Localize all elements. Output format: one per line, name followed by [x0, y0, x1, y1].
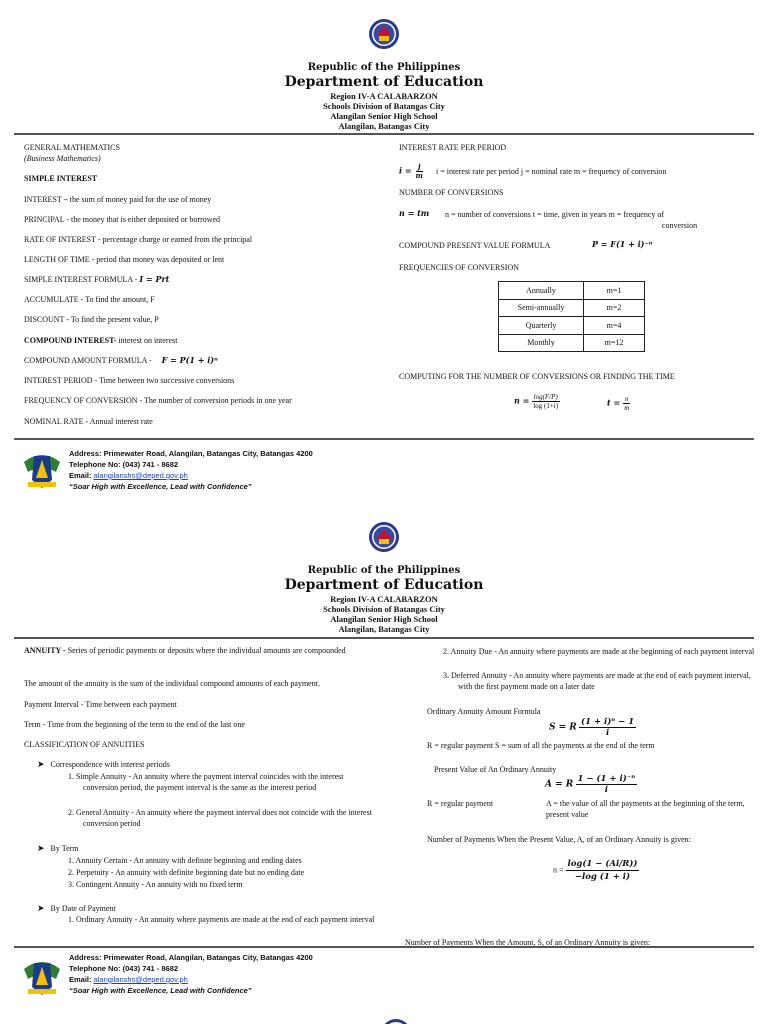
- table-cell: m=2: [584, 299, 645, 317]
- frequencies-heading: FREQUENCIES OF CONVERSION: [399, 263, 520, 272]
- def-principal: PRINCIPAL - the money that is either deposited or borrowed: [24, 215, 221, 224]
- classification-heading: CLASSIFICATION OF ANNUITIES: [24, 740, 145, 749]
- def-interest-period: INTEREST PERIOD - Time between two successive conversions: [24, 376, 235, 385]
- pv-annuity-formula: A = R $\frac{\text{1 − (1 + i)⁻ⁿ}}{i}$: [545, 774, 636, 795]
- list-item: 2. Annuity Due - An annuity where payments are made at the beginning of each payment interval: [443, 647, 755, 656]
- def-interest: INTEREST – the sum of money paid for the use of money: [24, 195, 212, 204]
- arrow-bullet-icon: ➤: [37, 844, 45, 854]
- pv-annuity-desc-left: R = regular payment: [427, 799, 494, 808]
- table-cell: m=12: [584, 334, 645, 352]
- header-location: Alangilan, Batangas City: [338, 121, 430, 131]
- school-logo: [20, 446, 64, 490]
- simple-interest-heading: SIMPLE INTEREST: [24, 174, 98, 183]
- table-cell: m=1: [584, 282, 645, 300]
- list-item: 3. Deferred Annuity - An annuity where payments are made at the end of each payment interval, with the first payment made on a later date: [443, 671, 751, 691]
- footer-divider: [14, 438, 754, 440]
- header-school: Alangilan Senior High School: [330, 614, 438, 624]
- table-cell: Monthly: [499, 334, 584, 352]
- list-item: 1. Annuity Certain - An annuity with definite beginning and ending dates: [68, 856, 302, 865]
- header-school: Alangilan Senior High School: [330, 111, 438, 121]
- table-row: [499, 299, 645, 317]
- header-division: Schools Division of Batangas City: [323, 101, 445, 111]
- footer-address: Address: Primewater Road, Alangilan, Batangas City, Batangas 4200: [69, 449, 313, 458]
- present-value-formula: P = F(1 + i)⁻ⁿ: [592, 239, 653, 249]
- header-division: Schools Division of Batangas City: [323, 604, 445, 614]
- footer-address: Address: Primewater Road, Alangilan, Batangas City, Batangas 4200: [69, 953, 313, 962]
- table-row: [499, 317, 645, 335]
- computing-heading: COMPUTING FOR THE NUMBER OF CONVERSIONS OR FINDING THE TIME: [399, 372, 675, 381]
- subject-subtitle: (Business Mathematics): [24, 154, 101, 163]
- department-title: Department of Education: [284, 577, 484, 593]
- term-def: Term - Time from the beginning of the term to the end of the last one: [24, 720, 245, 729]
- arrow-bullet-icon: ➤: [37, 760, 45, 770]
- subject-title: GENERAL MATHEMATICS: [24, 143, 120, 152]
- deped-seal-logo: [368, 517, 400, 557]
- def-accumulate: ACCUMULATE - To find the amount, F: [24, 295, 155, 304]
- def-length: LENGTH OF TIME - period that money was deposited or lent: [24, 255, 225, 264]
- republic-line: Republic of the Philippines: [307, 565, 461, 576]
- table-cell: Annually: [499, 282, 584, 300]
- footer-telephone: Telephone No: (043) 741 - 8682: [69, 964, 179, 973]
- annuity-amount-text: The amount of the annuity is the sum of the individual compound amounts of each payment.: [24, 679, 320, 688]
- footer-telephone: Telephone No: (043) 741 - 8682: [69, 460, 179, 469]
- pv-annuity-desc-right: A = the value of all the payments at the beginning of the term, present value: [546, 799, 745, 819]
- table-cell: Semi-annually: [499, 299, 584, 317]
- table-cell: m=4: [584, 317, 645, 335]
- oa-amount-desc: R = regular payment S = sum of all the payments at the end of the term: [427, 741, 655, 750]
- rate-formula: i = $\frac{j}{m}$: [399, 162, 423, 180]
- deped-seal-logo: [368, 14, 400, 54]
- n-formula: n = $\frac{\log(F/P)}{\log (1+i)}$: [514, 393, 559, 410]
- annuity-def: ANNUITY - Series of periodic payments or deposits where the individual amounts are compounded: [24, 646, 346, 655]
- list-item: 2. General Annuity - An annuity where the payment interval does not coincide with the interest conversion period: [68, 808, 372, 828]
- np-present-formula: n = $\frac{\log(1 - (Ai/R))}{-\log (1 + i)}$: [553, 859, 638, 882]
- republic-line: Republic of the Philippines: [307, 62, 461, 73]
- footer-motto: “Soar High with Excellence, Lead with Confidence”: [69, 482, 252, 491]
- frequencies-table: [498, 281, 645, 352]
- t-formula: t = $\frac{n}{m}$: [607, 395, 630, 412]
- def-frequency: FREQUENCY OF CONVERSION - The number of conversion periods in one year: [24, 396, 292, 405]
- table-row: [499, 282, 645, 300]
- header-region: Region IV-A CALABARZON: [330, 594, 438, 604]
- conversions-desc: n = number of conversions t = time, given in years m = frequency of: [445, 210, 665, 219]
- np-present-label: Number of Payments When the Present Value, A, of an Ordinary Annuity is given:: [427, 835, 691, 844]
- def-rate: RATE OF INTEREST - percentage charge or earned from the principal: [24, 235, 253, 244]
- footer-divider: [14, 946, 754, 948]
- oa-amount-formula: S = R $\frac{\text{(1 + i)ⁿ − 1}}{i}$: [549, 717, 635, 738]
- arrow-bullet-icon: ➤: [37, 904, 45, 914]
- bullet-by-term: ➤ By Term: [37, 844, 79, 854]
- header-region: Region IV-A CALABARZON: [330, 91, 438, 101]
- rate-formula-desc: i = interest rate per period j = nominal rate m = frequency of conversion: [436, 167, 667, 176]
- conversions-desc-cont: conversion: [662, 221, 698, 230]
- footer-motto: “Soar High with Excellence, Lead with Confidence”: [69, 986, 252, 995]
- payment-interval-def: Payment Interval - Time between each payment: [24, 700, 177, 709]
- def-nominal: NOMINAL RATE - Annual interest rate: [24, 417, 153, 426]
- deped-seal-logo: [380, 1018, 412, 1024]
- header-divider: [14, 637, 754, 639]
- list-item: 2. Perpetuity - An annuity with definite beginning date but no ending date: [68, 868, 305, 877]
- bullet-correspondence: ➤ Correspondence with interest periods: [37, 760, 170, 770]
- header-location: Alangilan, Batangas City: [338, 624, 430, 634]
- present-value-label: COMPOUND PRESENT VALUE FORMULA: [399, 241, 551, 250]
- pv-annuity-label: Present Value of An Ordinary Annuity: [434, 765, 557, 774]
- conversions-heading: NUMBER OF CONVERSIONS: [399, 188, 504, 197]
- email-link[interactable]: alangilanshs@deped.gov.ph: [93, 975, 188, 984]
- simple-formula: SIMPLE INTEREST FORMULA - I = Prt: [24, 274, 170, 284]
- compound-formula: COMPOUND AMOUNT FORMULA - F = P(1 + i)ⁿ: [24, 355, 218, 365]
- conversions-formula: n = tm: [399, 208, 430, 218]
- compound-interest-heading: COMPOUND INTEREST- interest on interest: [24, 336, 178, 345]
- bullet-by-date: ➤ By Date of Payment: [37, 904, 116, 914]
- table-row: [499, 334, 645, 352]
- list-item: 1. Simple Annuity - An annuity where the payment interval coincides with the interest conversion period, the payment interval is the same as the interest period: [68, 772, 344, 792]
- email-link[interactable]: alangilanshs@deped.gov.ph: [93, 471, 188, 480]
- school-logo: [20, 953, 64, 997]
- np-amount-label: Number of Payments When the Amount, S, of an Ordinary Annuity is given:: [405, 938, 651, 947]
- rate-per-period-heading: INTEREST RATE PER PERIOD: [399, 143, 507, 152]
- department-title: Department of Education: [284, 74, 484, 90]
- table-cell: Quarterly: [499, 317, 584, 335]
- def-discount: DISCOUNT - To find the present value, P: [24, 315, 159, 324]
- list-item: 3. Contingent Annuity - An annuity with no fixed term: [68, 880, 243, 889]
- list-item: 1. Ordinary Annuity - An annuity where payments are made at the end of each payment interval: [68, 915, 375, 924]
- header-divider: [14, 133, 754, 135]
- oa-amount-label: Ordinary Annuity Amount Formula: [427, 707, 541, 716]
- footer-email: Email: alangilanshs@deped.gov.ph: [69, 471, 188, 480]
- footer-email: Email: alangilanshs@deped.gov.ph: [69, 975, 188, 984]
